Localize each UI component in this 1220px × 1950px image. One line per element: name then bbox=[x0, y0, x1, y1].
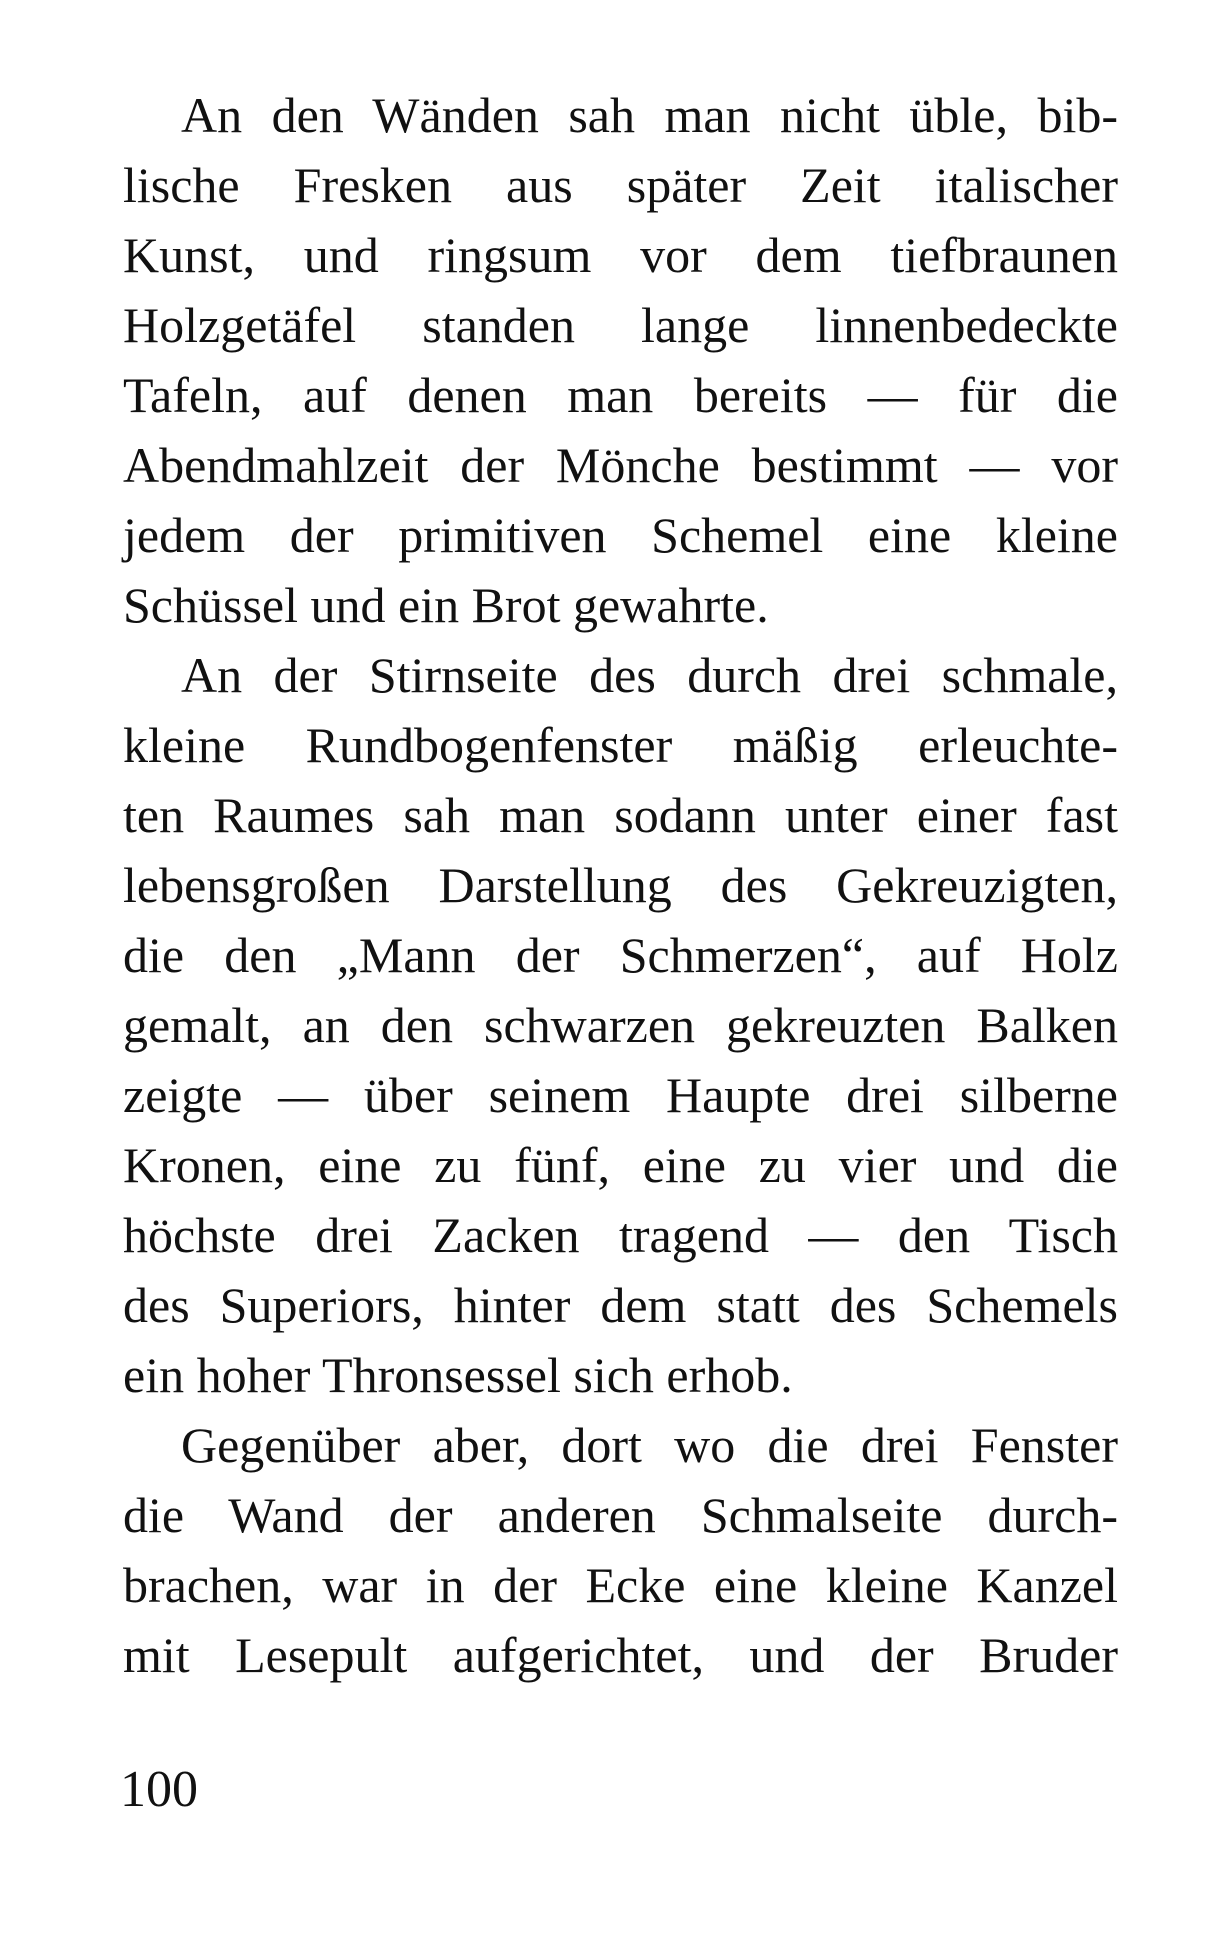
text-line: jedem der primitiven Schemel eine kleine bbox=[123, 507, 1118, 563]
page-number: 100 bbox=[120, 1761, 198, 1818]
body-text bbox=[123, 80, 1118, 1690]
text-line: die Wand der anderen Schmalseite durch- bbox=[123, 1487, 1118, 1543]
text-line: Gegenüber aber, dort wo die drei Fenster bbox=[181, 1417, 1118, 1473]
text-line: die den „Mann der Schmerzen“, auf Holz bbox=[123, 927, 1118, 983]
text-line: höchste drei Zacken tragend — den Tisch bbox=[123, 1207, 1118, 1263]
text-line: Kunst, und ringsum vor dem tiefbraunen bbox=[123, 227, 1118, 283]
text-line: mit Lesepult aufgerichtet, und der Bruder bbox=[123, 1627, 1118, 1683]
text-line: Kronen, eine zu fünf, eine zu vier und die bbox=[123, 1137, 1118, 1193]
text-line: An der Stirnseite des durch drei schmale, bbox=[181, 647, 1118, 703]
text-line: gemalt, an den schwarzen gekreuzten Balken bbox=[123, 997, 1118, 1053]
text-line: Abendmahlzeit der Mönche bestimmt — vor bbox=[123, 437, 1118, 493]
text-line: des Superiors, hinter dem statt des Schemels bbox=[123, 1277, 1118, 1333]
text-line: Holzgetäfel standen lange linnenbedeckte bbox=[123, 297, 1118, 353]
text-line: brachen, war in der Ecke eine kleine Kanzel bbox=[123, 1557, 1118, 1613]
text-line: lebensgroßen Darstellung des Gekreuzigten, bbox=[123, 857, 1118, 913]
text-line: kleine Rundbogenfenster mäßig erleuchte- bbox=[123, 717, 1118, 773]
text-line: lische Fresken aus später Zeit italischer bbox=[123, 157, 1118, 213]
text-line: ten Raumes sah man sodann unter einer fast bbox=[123, 787, 1118, 843]
text-line: zeigte — über seinem Haupte drei silberne bbox=[123, 1067, 1118, 1123]
text-line: Schüssel und ein Brot gewahrte. bbox=[123, 577, 769, 633]
text-line: ein hoher Thronsessel sich erhob. bbox=[123, 1347, 793, 1403]
text-line: Tafeln, auf denen man bereits — für die bbox=[123, 367, 1118, 423]
text-line: An den Wänden sah man nicht üble, bib- bbox=[181, 87, 1118, 143]
